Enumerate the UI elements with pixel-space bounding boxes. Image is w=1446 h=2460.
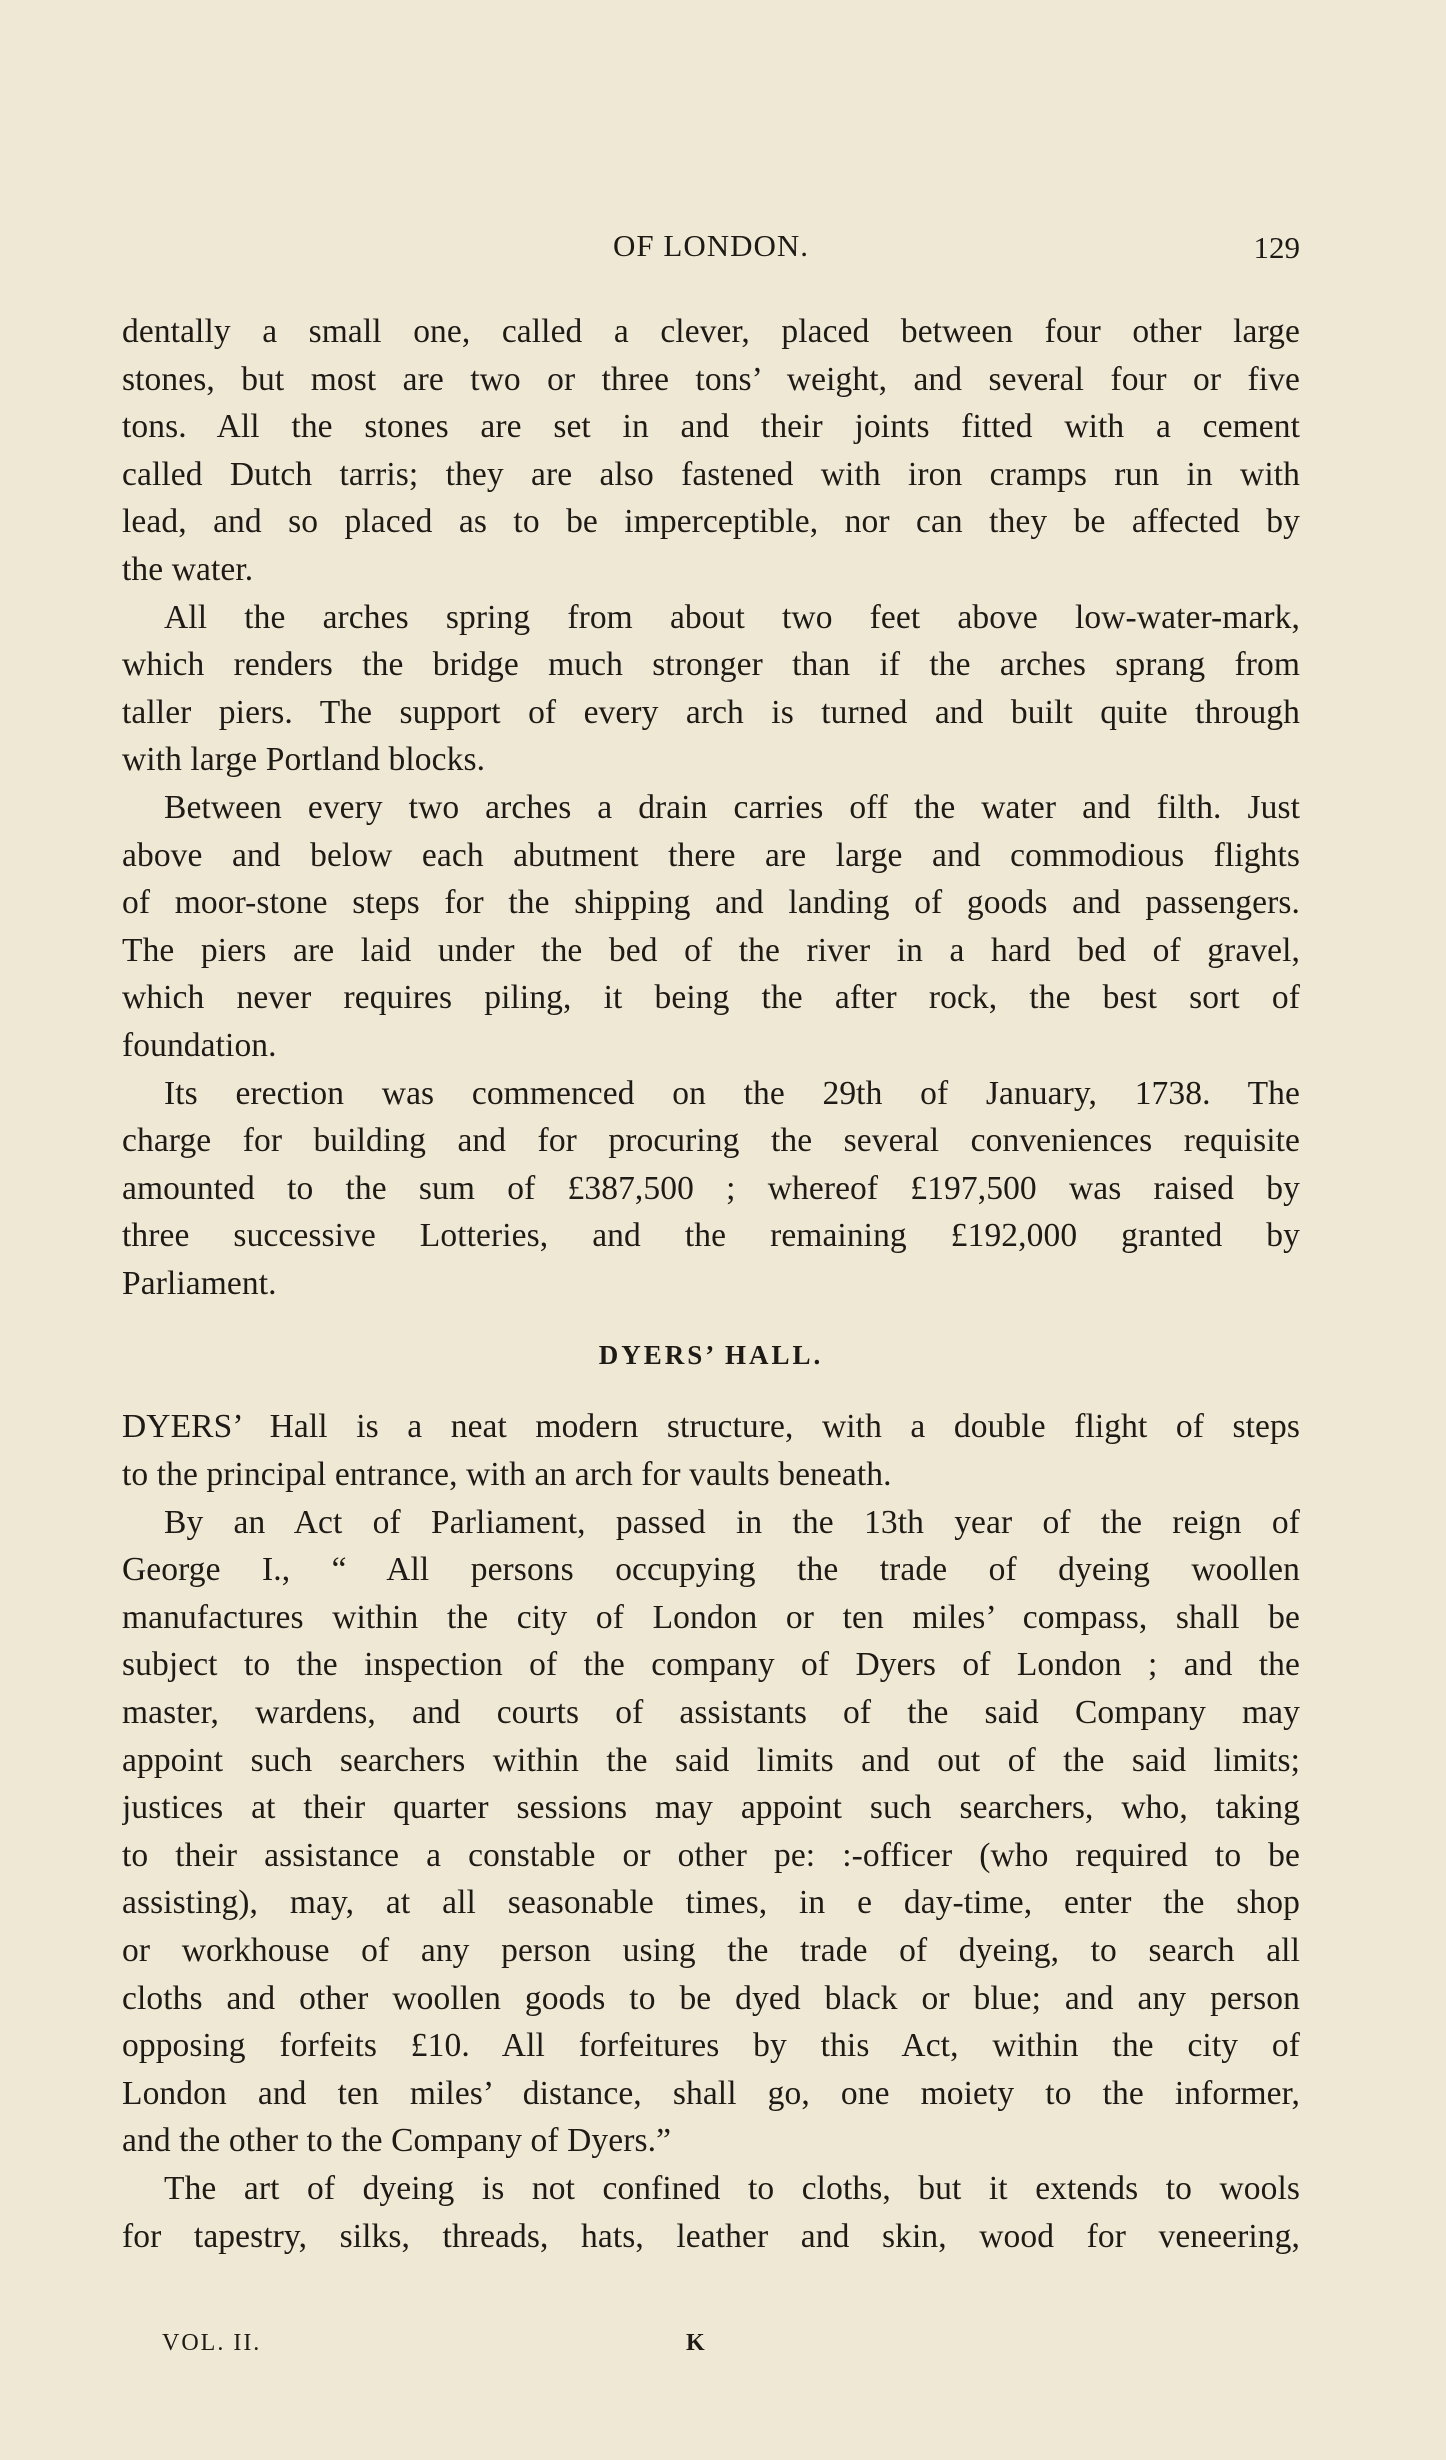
text-line: opposing forfeits £10. All forfeitures by this Act, within the city of [122,2027,1300,2065]
bridge-paragraph [122,784,1300,1070]
text-line: to the principal entrance, with an arch for vaults beneath. [122,1456,892,1494]
text-line: above and below each abutment there are large and commodious flights [122,836,1300,874]
text-line: foundation. [122,1026,277,1064]
text-line: taller piers. The support of every arch is turned and built quite through [122,693,1300,731]
page-footer [162,2330,962,2370]
text-line: called Dutch tarris; they are also fastened with iron cramps run in with [122,455,1300,493]
dyers-paragraph [122,2165,1300,2260]
dyers-paragraph [122,1499,1300,2165]
text-line: cloths and other woollen goods to be dyed black or blue; and any person [122,1979,1300,2017]
text-line: The art of dyeing is not confined to cloths, but it extends to wools [164,2169,1300,2207]
text-line: dentally a small one, called a clever, placed between four other large [122,313,1300,350]
page-header [122,228,1300,278]
text-line: or workhouse of any person using the trade of dyeing, to search all [122,1932,1300,1969]
dyers-paragraph [122,1403,1300,1498]
text-line: which never requires piling, it being the after rock, the best sort of [122,979,1300,1017]
body-text [122,308,1300,2260]
text-line: tons. All the stones are set in and their joints fitted with a cement [122,408,1300,446]
text-line: master, wardens, and courts of assistants of the said Company may [122,1694,1300,1732]
text-line: for tapestry, silks, threads, hats, leather and skin, wood for veneering, [122,2217,1300,2255]
bridge-paragraph [122,1070,1300,1308]
text-line: Parliament. [122,1264,277,1302]
text-line: All the arches spring from about two feet above low-water-mark, [164,598,1300,636]
text-line: to their assistance a constable or other pe: :-officer (who required to be [122,1836,1300,1874]
bridge-paragraph [122,594,1300,784]
text-line: of moor-stone steps for the shipping and landing of goods and passengers. [122,884,1300,922]
volume-label: VOL. II. [162,2330,262,2356]
page-number: 129 [1253,230,1300,265]
text-line: Its erection was commenced on the 29th of January, 1738. The [164,1074,1300,1112]
text-line: which renders the bridge much stronger than if the arches sprang from [122,646,1300,684]
text-line: manufactures within the city of London or ten miles’ compass, shall be [122,1598,1300,1636]
text-line: appoint such searchers within the said limits and out of the said limits; [122,1741,1300,1779]
text-line: and the other to the Company of Dyers.” [122,2122,672,2160]
text-line: assisting), may, at all seasonable times, in e day-time, enter the shop [122,1884,1300,1922]
text-line: Between every two arches a drain carries off the water and filth. Just [164,788,1300,826]
text-line: By an Act of Parliament, passed in the 13th year of the reign of [164,1503,1300,1541]
text-line: The piers are laid under the bed of the river in a hard bed of gravel, [122,931,1300,969]
text-line: amounted to the sum of £387,500 ; whereof £197,500 was raised by [122,1169,1300,1207]
text-line: London and ten miles’ distance, shall go, one moiety to the informer, [122,2074,1300,2112]
text-line: stones, but most are two or three tons’ weight, and several four or five [122,360,1300,398]
bridge-paragraph [122,308,1300,594]
text-line: the water. [122,550,254,588]
section-heading: DYERS’ HALL. [598,1340,824,1371]
text-line: DYERS’ Hall is a neat modern structure, with a double flight of steps [122,1408,1300,1446]
text-line: with large Portland blocks. [122,741,486,779]
text-line: charge for building and for procuring the several conveniences requisite [122,1122,1300,1160]
text-line: three successive Lotteries, and the remaining £192,000 granted by [122,1217,1300,1255]
running-title: OF LONDON. [613,228,809,263]
text-line: George I., “ All persons occupying the trade of dyeing woollen [122,1551,1300,1589]
text-line: lead, and so placed as to be imperceptible, nor can they be affected by [122,503,1300,541]
text-line: justices at their quarter sessions may appoint such searchers, who, taking [122,1789,1300,1827]
signature-mark: K [686,2330,707,2356]
text-line: subject to the inspection of the company of Dyers of London ; and the [122,1646,1300,1684]
